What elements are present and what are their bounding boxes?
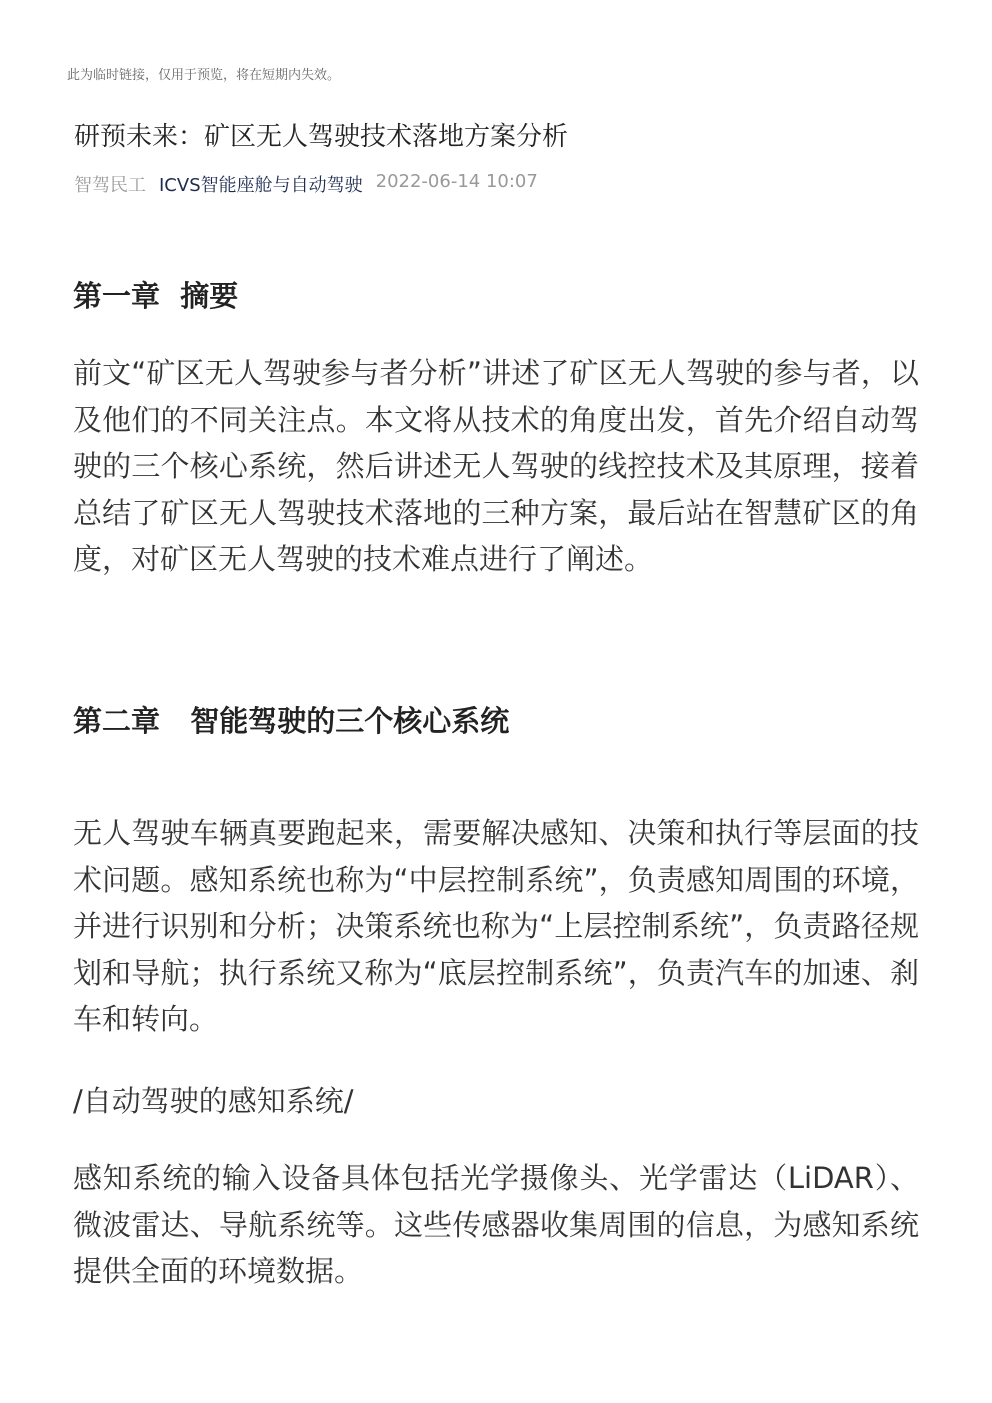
- perception-paragraph: 感知系统的输入设备具体包括光学摄像头、光学雷达（LiDAR）、微波雷达、导航系统等。这些传感器收集周围的信息，为感知系统提供全面的环境数据。: [73, 1161, 919, 1288]
- account-link[interactable]: ICVS智能座舱与自动驾驶: [159, 175, 363, 196]
- chapter-2-paragraph: 无人驾驶车辆真要跑起来，需要解决感知、决策和执行等层面的技术问题。感知系统也称为“中层控制系统”，负责感知周围的环境，并进行识别和分析；决策系统也称为“上层控制系统”，负责路径规划和导航；执行系统又称为“底层控制系统”，负责汽车的加速、刹车和转向。: [73, 816, 919, 1036]
- temporary-link-notice: 此为临时链接，仅用于预览，将在短期内失效。: [67, 68, 341, 83]
- article-meta: [74, 171, 538, 197]
- article-author: 智驾民工: [74, 175, 146, 196]
- article-title: 研预未来：矿区无人驾驶技术落地方案分析: [74, 122, 569, 152]
- perception-section-heading: /自动驾驶的感知系统/: [73, 1084, 354, 1118]
- publish-date: 2022-06-14 10:07: [375, 171, 538, 192]
- chapter-2-heading: 第二章 智能驾驶的三个核心系统: [73, 704, 510, 738]
- chapter-1-paragraph: 前文“矿区无人驾驶参与者分析”讲述了矿区无人驾驶的参与者，以及他们的不同关注点。本文将从技术的角度出发，首先介绍自动驾驶的三个核心系统，然后讲述无人驾驶的线控技术及其原理，接着总结了矿区无人驾驶技术落地的三种方案，最后站在智慧矿区的角度，对矿区无人驾驶的技术难点进行了阐述。: [73, 356, 919, 576]
- chapter-1-heading: 第一章 摘要: [73, 279, 239, 313]
